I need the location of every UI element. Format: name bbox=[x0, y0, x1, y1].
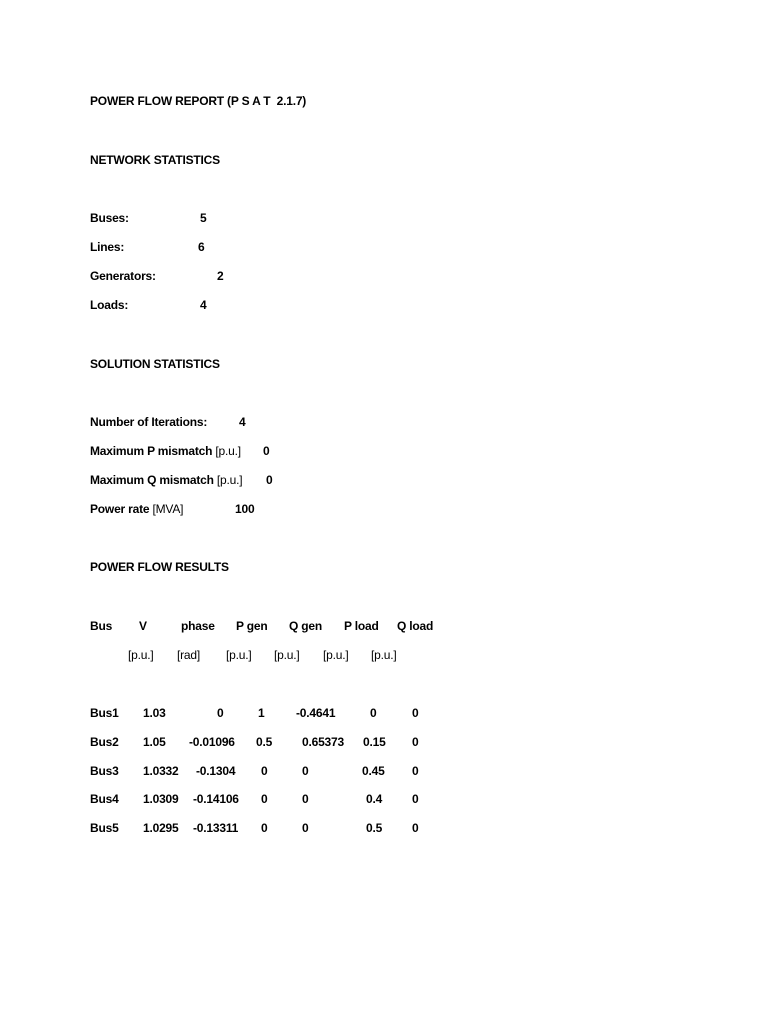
unit-qgen: [p.u.] bbox=[274, 648, 300, 662]
cell-v: 1.03 bbox=[143, 706, 166, 720]
cell-v: 1.0309 bbox=[143, 792, 179, 806]
col-v-header: V bbox=[139, 619, 147, 633]
cell-pload: 0.45 bbox=[362, 764, 385, 778]
power-rate-text: Power rate bbox=[90, 502, 153, 516]
unit-pgen: [p.u.] bbox=[226, 648, 252, 662]
cell-phase: -0.13311 bbox=[193, 821, 239, 835]
cell-phase: -0.01096 bbox=[189, 735, 235, 749]
iterations-label: Number of Iterations: bbox=[90, 415, 208, 429]
cell-qload: 0 bbox=[412, 792, 419, 806]
cell-v: 1.0332 bbox=[143, 764, 179, 778]
unit-v: [p.u.] bbox=[128, 648, 154, 662]
q-mismatch-text: Maximum Q mismatch bbox=[90, 473, 217, 487]
q-mismatch-label bbox=[90, 473, 242, 487]
cell-pload: 0.5 bbox=[366, 821, 383, 835]
power-rate-label bbox=[90, 502, 183, 516]
p-mismatch-unit: [p.u.] bbox=[215, 444, 241, 458]
power-rate-unit: [MVA] bbox=[152, 502, 184, 516]
cell-qload: 0 bbox=[412, 821, 419, 835]
cell-pgen: 0 bbox=[261, 764, 268, 778]
cell-phase: -0.1304 bbox=[196, 764, 236, 778]
unit-pload: [p.u.] bbox=[323, 648, 349, 662]
lines-label: Lines: bbox=[90, 240, 125, 254]
cell-phase: -0.14106 bbox=[193, 792, 239, 806]
power-rate-value: 100 bbox=[235, 502, 255, 516]
buses-label: Buses: bbox=[90, 211, 129, 225]
p-mismatch-value: 0 bbox=[263, 444, 270, 458]
cell-pload: 0 bbox=[370, 706, 377, 720]
bus-name: Bus4 bbox=[90, 792, 119, 806]
q-mismatch-value: 0 bbox=[266, 473, 273, 487]
col-bus-header: Bus bbox=[90, 619, 113, 633]
bus-name: Bus1 bbox=[90, 706, 119, 720]
cell-pgen: 0.5 bbox=[256, 735, 273, 749]
cell-v: 1.0295 bbox=[143, 821, 179, 835]
iterations-value: 4 bbox=[239, 415, 246, 429]
p-mismatch-text: Maximum P mismatch bbox=[90, 444, 216, 458]
col-pload-header: P load bbox=[344, 619, 379, 633]
cell-pgen: 1 bbox=[258, 706, 265, 720]
report-title: POWER FLOW REPORT (P S A T 2.1.7) bbox=[90, 94, 307, 108]
unit-qload: [p.u.] bbox=[371, 648, 397, 662]
buses-value: 5 bbox=[200, 211, 207, 225]
cell-qgen: -0.4641 bbox=[296, 706, 336, 720]
loads-label: Loads: bbox=[90, 298, 129, 312]
p-mismatch-label bbox=[90, 444, 241, 458]
cell-qgen: 0 bbox=[302, 792, 309, 806]
cell-phase: 0 bbox=[217, 706, 224, 720]
cell-qgen: 0 bbox=[302, 764, 309, 778]
cell-qgen: 0.65373 bbox=[302, 735, 344, 749]
cell-pgen: 0 bbox=[261, 792, 268, 806]
col-qload-header: Q load bbox=[397, 619, 434, 633]
bus-name: Bus2 bbox=[90, 735, 119, 749]
cell-v: 1.05 bbox=[143, 735, 166, 749]
col-pgen-header: P gen bbox=[236, 619, 268, 633]
generators-value: 2 bbox=[217, 269, 224, 283]
cell-pgen: 0 bbox=[261, 821, 268, 835]
bus-name: Bus3 bbox=[90, 764, 119, 778]
solution-statistics-heading: SOLUTION STATISTICS bbox=[90, 357, 220, 371]
bus-name: Bus5 bbox=[90, 821, 119, 835]
power-flow-results-heading: POWER FLOW RESULTS bbox=[90, 560, 229, 574]
cell-qgen: 0 bbox=[302, 821, 309, 835]
col-qgen-header: Q gen bbox=[289, 619, 323, 633]
cell-pload: 0.4 bbox=[366, 792, 383, 806]
generators-label: Generators: bbox=[90, 269, 156, 283]
lines-value: 6 bbox=[198, 240, 205, 254]
cell-qload: 0 bbox=[412, 735, 419, 749]
unit-phase: [rad] bbox=[177, 648, 201, 662]
cell-pload: 0.15 bbox=[363, 735, 386, 749]
cell-qload: 0 bbox=[412, 764, 419, 778]
cell-qload: 0 bbox=[412, 706, 419, 720]
q-mismatch-unit: [p.u.] bbox=[216, 473, 243, 487]
col-phase-header: phase bbox=[181, 619, 215, 633]
network-statistics-heading: NETWORK STATISTICS bbox=[90, 153, 220, 167]
loads-value: 4 bbox=[200, 298, 207, 312]
